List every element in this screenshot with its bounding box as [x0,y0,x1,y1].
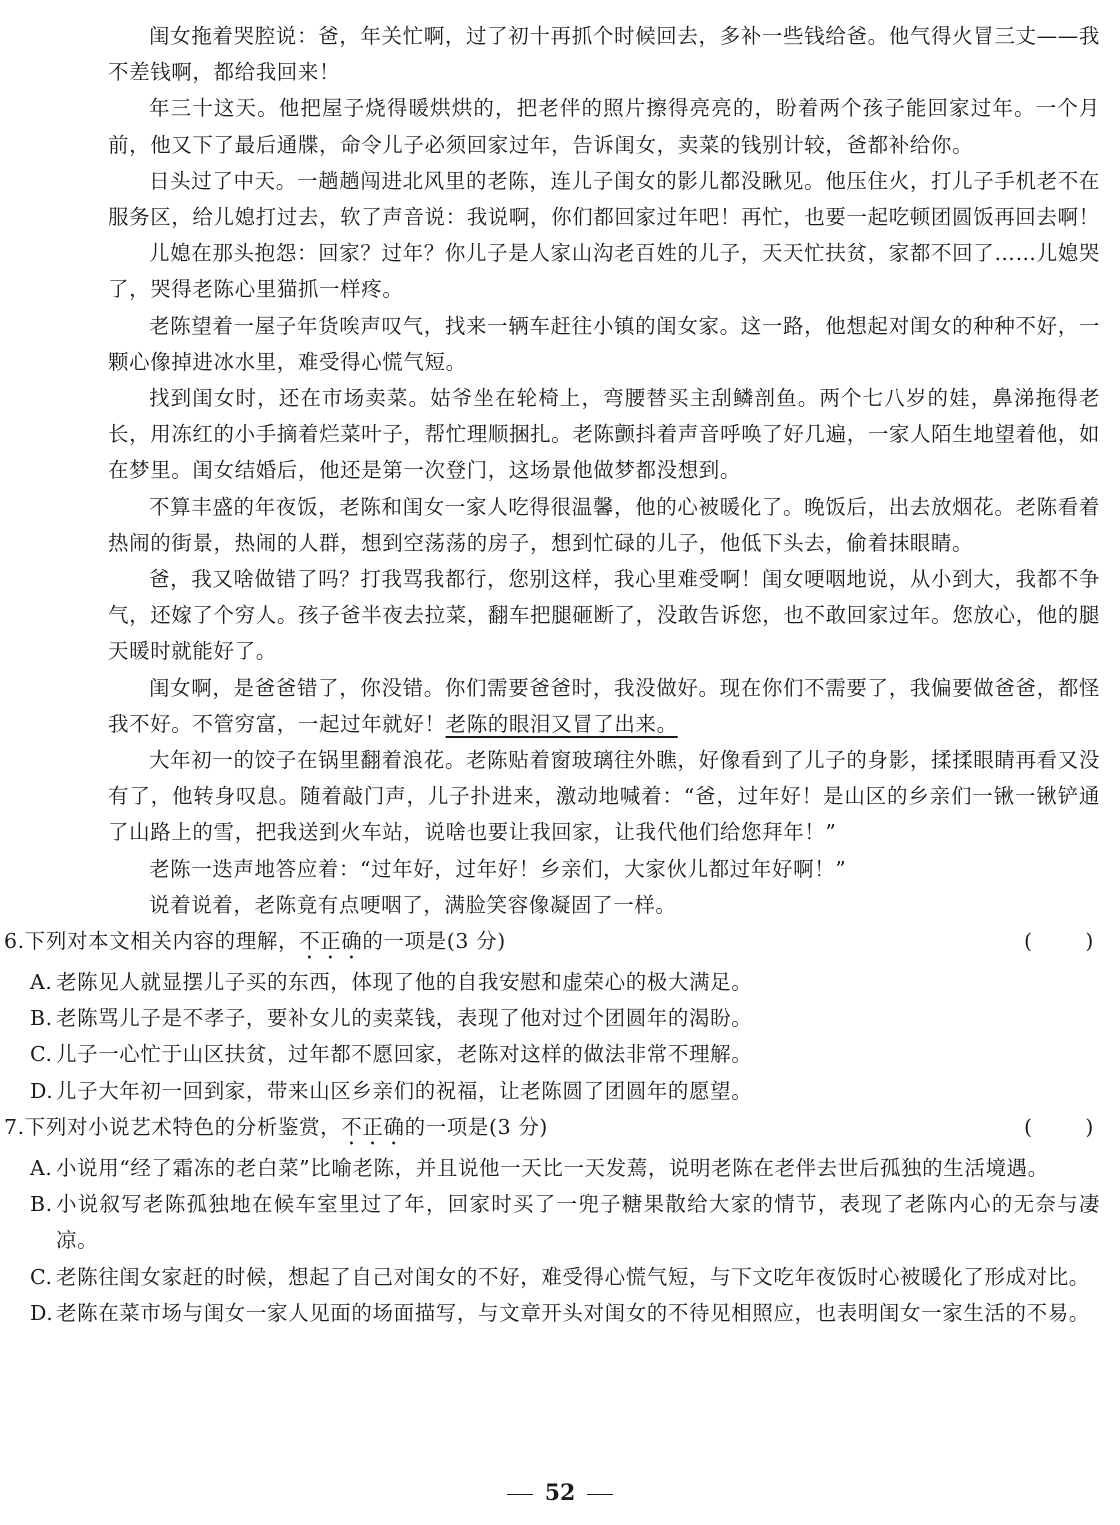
option-letter: B. [30,1192,53,1217]
option-letter: D. [30,1078,54,1103]
question-number: 7. [4,1114,25,1139]
option-letter: A. [30,970,53,995]
page-number: 52 [544,1480,576,1506]
paren-close: ) [1085,1114,1094,1139]
option-c[interactable] [4,1259,1100,1295]
passage-paragraph: 大年初一的饺子在锅里翻着浪花。老陈贴着窗玻璃往外瞧，好像看到了儿子的身影，揉揉眼睛再看又没有了，他转身叹息。随着敲门声，儿子扑进来，激动地喊着：“爸，过年好！是山区的乡亲们一锹一锹铲通了山路上的雪，把我送到火车站，说啥也要让我回家，让我代他们给您拜年！” [108,748,1100,845]
passage-paragraph: 年三十这天。他把屋子烧得暖烘烘的，把老伴的照片擦得亮亮的，盼着两个孩子能回家过年。一个月前，他又下了最后通牒，命令儿子必须回家过年，告诉闺女，卖菜的钱别计较，爸都补给你。 [108,96,1100,157]
option-d[interactable] [4,1295,1100,1331]
option-a[interactable] [4,964,1100,1000]
passage-paragraph: 找到闺女时，还在市场卖菜。姑爷坐在轮椅上，弯腰替买主刮鳞剖鱼。两个七八岁的娃，鼻涕拖得老长，用冻红的小手摘着烂菜叶子，帮忙理顺捆扎。老陈颤抖着声音呼唤了好几遍，一家人陌生地望着他，如在梦里。闺女结婚后，他还是第一次登门，这场景他做梦都没想到。 [108,386,1100,483]
question-6 [4,923,1100,1109]
option-text: 儿子一心忙于山区扶贫，过年都不愿回家，老陈对这样的做法非常不理解。 [56,1042,753,1067]
option-text: 老陈往闺女家赶的时候，想起了自己对闺女的不好，难受得心慌气短，与下文吃年夜饭时心被暖化了形成对比。 [56,1264,1090,1289]
stem-part: 下列对本文相关内容的理解， [24,929,300,954]
option-text: 老陈见人就显摆儿子买的东西，体现了他的自我安慰和虚荣心的极大满足。 [56,970,753,995]
emphasis-text: 不正确 [341,1114,405,1139]
passage-paragraph: 老陈望着一屋子年货唉声叹气，找来一辆车赶往小镇的闺女家。这一路，他想起对闺女的种种不好，一颗心像掉进冰水里，难受得心慌气短。 [108,313,1100,374]
option-b[interactable] [4,1000,1100,1036]
footer-dash-left [507,1494,533,1495]
question-number: 6. [4,929,25,954]
option-b[interactable] [4,1186,1100,1258]
paren-close: ) [1085,929,1094,954]
page-content [4,18,1100,1331]
paren-open: ( [1024,1114,1033,1139]
footer-dash-right [587,1494,613,1495]
option-d[interactable] [4,1073,1100,1109]
answer-blank[interactable] [1024,1109,1100,1145]
passage-paragraph: 闺女拖着哭腔说：爸，年关忙啊，过了初十再抓个时候回去，多补一些钱给爸。他气得火冒三丈——我不差钱啊，都给我回来！ [108,24,1100,85]
passage-paragraph: 儿媳在那头抱怨：回家？过年？你儿子是人家山沟老百姓的儿子，天天忙扶贫，家都不回了……儿媳哭了，哭得老陈心里猫抓一样疼。 [108,241,1100,302]
option-text: 小说用“经了霜冻的老白菜”比喻老陈，并且说他一天比一天发蔫，说明老陈在老伴去世后孤独的生活境遇。 [56,1155,1049,1180]
option-text: 老陈在菜市场与闺女一家人见面的场面描写，与文章开头对闺女的不待见相照应，也表明闺女一家生活的不易。 [56,1300,1090,1325]
question-stem [4,923,1100,964]
passage-paragraph: 老陈一迭声地答应着：“过年好，过年好！乡亲们，大家伙儿都过年好啊！” [149,856,847,881]
passage-paragraph [108,670,1100,742]
option-text: 老陈骂儿子是不孝子，要补女儿的卖菜钱，表现了他对过个团圆年的渴盼。 [56,1006,753,1031]
page-footer [0,1480,1120,1506]
paren-open: ( [1024,929,1033,954]
passage-paragraph: 不算丰盛的年夜饭，老陈和闺女一家人吃得很温馨，他的心被暖化了。晚饭后，出去放烟花。老陈看着热闹的街景，热闹的人群，想到空荡荡的房子，想到忙碌的儿子，他低下头去，偷着抹眼睛。 [108,494,1100,555]
paragraph-text: 闺女啊，是爸爸错了，你没错。你们需要爸爸时，我没做好。现在你们不需要了，我偏要做爸爸，都怪我不好。不管穷富，一起过年就好！ [108,675,1100,736]
option-letter: C. [30,1042,53,1067]
option-a[interactable] [4,1150,1100,1186]
stem-part: 的一项是(3 分) [404,1114,549,1139]
question-stem-text [4,923,1024,964]
underlined-sentence: 老陈的眼泪又冒了出来。 [445,711,678,736]
question-7 [4,1109,1100,1331]
option-letter: C. [30,1264,53,1289]
emphasis-text: 不正确 [299,929,363,954]
option-text: 儿子大年初一回到家，带来山区乡亲们的祝福，让老陈圆了团圆年的愿望。 [56,1078,753,1103]
question-stem-text [4,1109,1024,1150]
option-letter: A. [30,1155,53,1180]
passage-paragraph: 说着说着，老陈竟有点哽咽了，满脸笑容像凝固了一样。 [149,892,677,917]
passage-paragraph: 日头过了中天。一趟趟闯进北风里的老陈，连儿子闺女的影儿都没瞅见。他压住火，打儿子手机老不在服务区，给儿媳打过去，软了声音说：我说啊，你们都回家过年吧！再忙，也要一起吃顿团圆饭再回去啊！ [108,168,1100,230]
passage-paragraph: 爸，我又啥做错了吗？打我骂我都行，您别这样，我心里难受啊！闺女哽咽地说，从小到大，我都不争气，还嫁了个穷人。孩子爸半夜去拉菜，翻车把腿砸断了，没敢告诉您，也不敢回家过年。您放心，他的腿天暖时就能好了。 [108,567,1100,664]
stem-part: 的一项是(3 分) [362,929,506,954]
option-c[interactable] [4,1036,1100,1072]
question-stem [4,1109,1100,1150]
option-letter: B. [30,1006,53,1031]
option-letter: D. [30,1300,54,1325]
answer-blank[interactable] [1024,923,1100,959]
option-text: 小说叙写老陈孤独地在候车室里过了年，回家时买了一兜子糖果散给大家的情节，表现了老陈内心的无奈与凄凉。 [56,1192,1100,1253]
stem-part: 下列对小说艺术特色的分析鉴赏， [24,1114,342,1139]
passage [108,18,1100,923]
